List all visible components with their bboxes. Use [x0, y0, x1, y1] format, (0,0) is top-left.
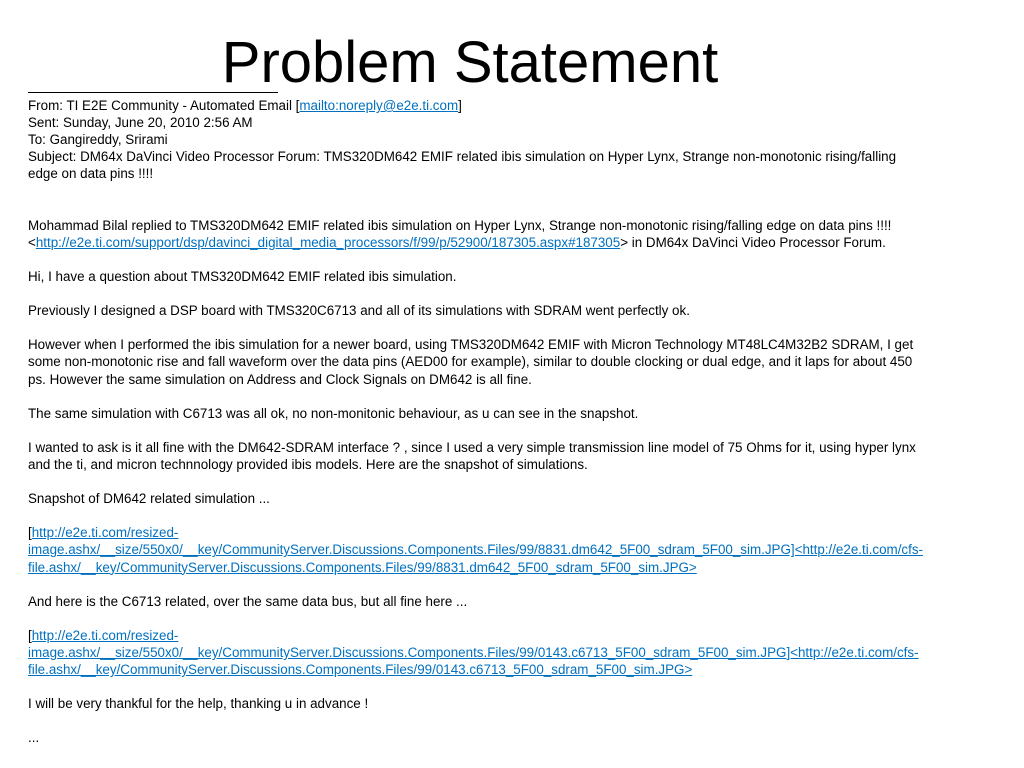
- slide-title: Problem Statement: [221, 30, 719, 95]
- email-content: [28, 97, 928, 747]
- image-link-paragraph-1: [28, 524, 928, 575]
- body-paragraph-3: However when I performed the ibis simulation for a newer board, using TMS320DM642 EMIF with Micron Technology MT48LC4M32B2 SDRAM, I get some non-monotonic rise and fall waveform over the data pins (AED00 for example), similar to double clocking or dual edge, and it laps for about 450 ps. However the same simulation on Address and Clock Signals on DM642 is all fine.: [28, 337, 914, 387]
- forum-post-link[interactable]: http://e2e.ti.com/support/dsp/davinci_digital_media_processors/f/99/p/52900/187305.aspx#187305: [35, 234, 621, 250]
- ellipsis: ...: [28, 730, 40, 746]
- reply-text-end: > in DM64x DaVinci Video Processor Forum.: [620, 234, 886, 250]
- image-link-paragraph-2: [28, 627, 928, 678]
- bracket-open: [: [28, 627, 32, 643]
- bracket-open: [: [28, 525, 32, 541]
- from-line: [28, 97, 928, 114]
- sent-line: Sent: Sunday, June 20, 2010 2:56 AM: [28, 115, 253, 131]
- body-paragraph-5: I wanted to ask is it all fine with the DM642-SDRAM interface ? , since I used a very simple transmission line model of 75 Ohms for it, using hyper lynx and the ti, and micron technnology provided ibis models. Here are the snapshot of simulations.: [28, 439, 916, 472]
- body-paragraph-1: Hi, I have a question about TMS320DM642 EMIF related ibis simulation.: [28, 268, 457, 284]
- reply-paragraph: [28, 217, 928, 251]
- subject-line: Subject: DM64x DaVinci Video Processor Forum: TMS320DM642 EMIF related ibis simulation on Hyper Lynx, Strange non-monotonic rising/falling edge on data pins !!!!: [28, 149, 897, 182]
- body-paragraph-4: The same simulation with C6713 was all ok, no non-monitonic behaviour, as u can see in the snapshot.: [28, 405, 639, 421]
- body-paragraph-8: I will be very thankful for the help, thanking u in advance !: [28, 696, 369, 712]
- mailto-link[interactable]: mailto:noreply@e2e.ti.com: [299, 98, 459, 113]
- body-paragraph-2: Previously I designed a DSP board with TMS320C6713 and all of its simulations with SDRAM went perfectly ok.: [28, 303, 690, 319]
- body-paragraph-6: Snapshot of DM642 related simulation ...: [28, 491, 270, 507]
- body-paragraph-7: And here is the C6713 related, over the same data bus, but all fine here ...: [28, 593, 468, 609]
- c6713-image-link[interactable]: http://e2e.ti.com/resized-image.ashx/__size/550x0/__key/CommunityServer.Discussions.Components.Files/99/0143.c6713_5F00_sdram_5F00_sim.JPG]<http://e2e.ti.com/cfs-file.ashx/__key/CommunityServer.Discussions.Components.Files/99/0143.c6713_5F00_sdram_5F00_sim.JPG>: [28, 627, 919, 678]
- to-line: To: Gangireddy, Srirami: [28, 132, 168, 148]
- from-end: ]: [458, 98, 462, 113]
- from-label: From: TI E2E Community - Automated Email [: [28, 98, 300, 113]
- dm642-image-link[interactable]: http://e2e.ti.com/resized-image.ashx/__size/550x0/__key/CommunityServer.Discussions.Components.Files/99/8831.dm642_5F00_sdram_5F00_sim.JPG]<http://e2e.ti.com/cfs-file.ashx/__key/CommunityServer.Discussions.Components.Files/99/8831.dm642_5F00_sdram_5F00_sim.JPG>: [28, 525, 924, 575]
- separator-line: [28, 92, 278, 93]
- reply-text: Mohammad Bilal replied to TMS320DM642 EMIF related ibis simulation on Hyper Lynx, Strange non-monotonic rising/falling edge on data pins !!!!<: [28, 217, 892, 250]
